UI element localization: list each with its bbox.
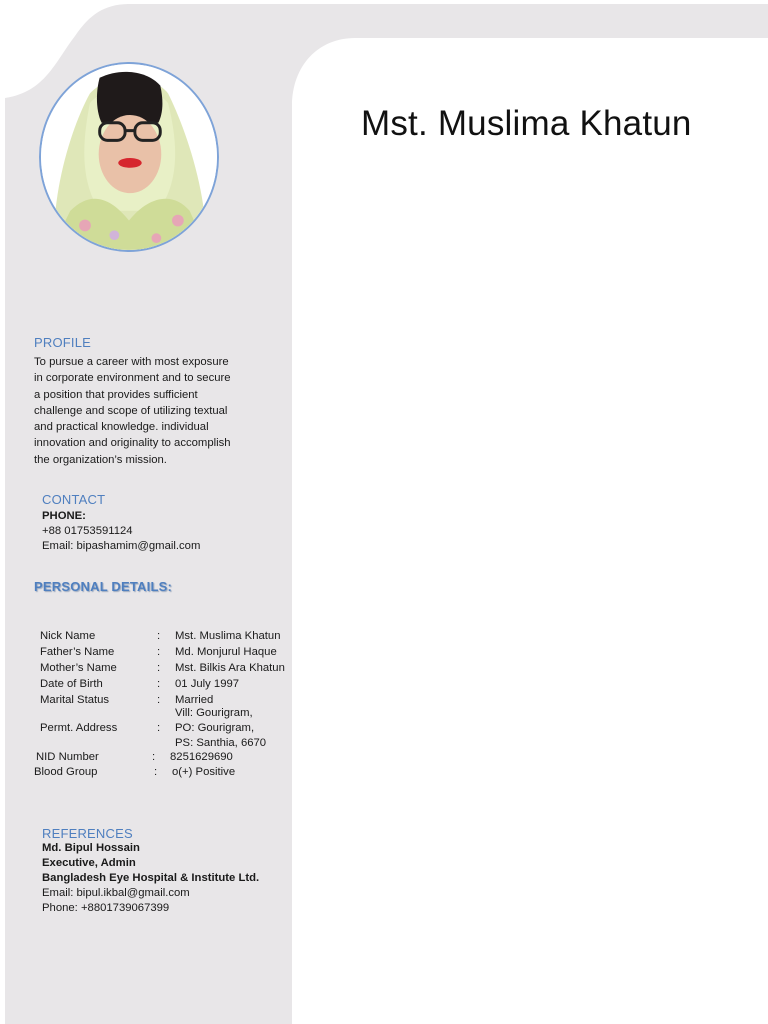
personal-detail-label: Nick Name [40, 630, 96, 642]
reference-block [42, 841, 259, 916]
profile-photo-icon [41, 64, 217, 250]
profile-heading: PROFILE [34, 335, 92, 350]
phone-label: PHONE: [42, 510, 86, 522]
personal-detail-separator: : [157, 662, 161, 674]
personal-detail-value: 01 July 1997 [175, 678, 240, 690]
reference-phone: Phone: +8801739067399 [42, 902, 170, 914]
personal-detail-separator: : [152, 751, 156, 763]
personal-detail-value: Md. Monjurul Haque [175, 646, 277, 658]
personal-detail-value: PS: Santhia, 6670 [175, 737, 267, 749]
personal-detail-separator: : [157, 630, 161, 642]
personal-detail-separator: : [157, 722, 161, 734]
contact-heading: CONTACT [42, 492, 106, 507]
profile-text [34, 354, 264, 468]
personal-detail-value: Mst. Bilkis Ara Khatun [175, 662, 285, 674]
personal-detail-separator: : [154, 766, 158, 778]
profile-line: To pursue a career with most exposure [34, 356, 229, 368]
profile-line: the organization’s mission. [34, 453, 167, 466]
personal-detail-value: Mst. Muslima Khatun [175, 630, 281, 642]
reference-email: Email: bipul.ikbal@gmail.com [42, 887, 190, 899]
contact-block [42, 509, 200, 554]
profile-line: innovation and originality to accomplish [34, 437, 231, 450]
personal-detail-value: PO: Gourigram, [175, 722, 255, 734]
personal-detail-label: Blood Group [34, 766, 98, 778]
reference-title: Executive, Admin [42, 857, 136, 869]
personal-detail-separator: : [157, 678, 161, 690]
personal-detail-value: 8251629690 [170, 751, 233, 763]
personal-detail-separator: : [157, 694, 161, 706]
personal-detail-value: Married [175, 694, 214, 706]
personal-detail-label: Permt. Address [40, 722, 118, 734]
personal-detail-value: Vill: Gourigram, [175, 707, 253, 719]
personal-detail-value: o(+) Positive [172, 766, 236, 778]
personal-detail-label: Marital Status [40, 694, 110, 706]
references-heading: REFERENCES [42, 826, 133, 841]
phone-number: +88 01753591124 [42, 525, 133, 537]
personal-detail-label: Date of Birth [40, 678, 103, 690]
personal-details-heading: PERSONAL DETAILS: [34, 579, 172, 594]
personal-detail-label: Mother’s Name [40, 662, 117, 674]
profile-photo [39, 62, 219, 252]
personal-detail-label: NID Number [36, 751, 99, 763]
profile-line: a position that provides sufficient [34, 388, 198, 401]
profile-line: and practical knowledge. individual [34, 421, 209, 434]
personal-detail-label: Father’s Name [40, 646, 115, 658]
candidate-name: Mst. Muslima Khatun [361, 104, 692, 143]
reference-organization: Bangladesh Eye Hospital & Institute Ltd. [42, 872, 260, 884]
contact-email: Email: bipashamim@gmail.com [42, 540, 201, 552]
profile-line: challenge and scope of utilizing textual [34, 404, 228, 417]
reference-name: Md. Bipul Hossain [42, 842, 140, 854]
profile-line: in corporate environment and to secure [34, 372, 231, 385]
personal-detail-separator: : [157, 646, 161, 658]
